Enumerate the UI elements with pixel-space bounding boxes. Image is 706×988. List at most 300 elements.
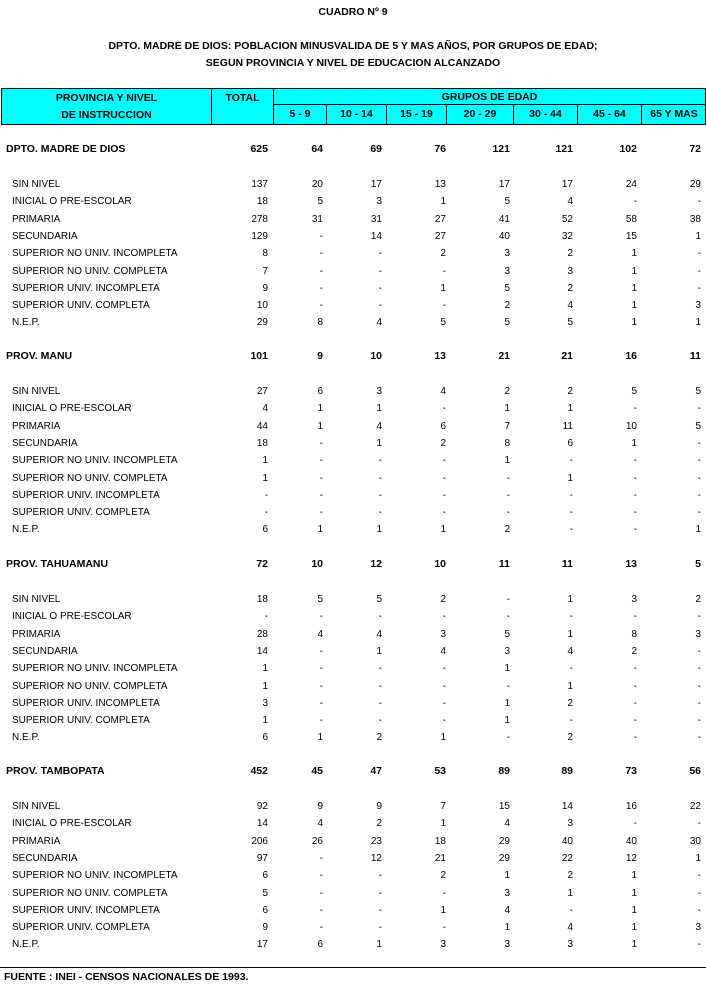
cell-30-44: 14	[561, 801, 573, 812]
cell-5-9: 10	[311, 558, 323, 570]
table-row	[0, 193, 706, 210]
table-row	[0, 608, 706, 625]
cell-10-14: 12	[370, 558, 382, 570]
cell-30-44: -	[569, 524, 573, 535]
cell-30-44: 40	[561, 836, 573, 847]
cell-10-14: -	[378, 300, 382, 311]
cell-total: 3	[262, 698, 268, 709]
section-label: PROV. MANU	[6, 350, 73, 362]
cell-30-44: -	[569, 507, 573, 518]
cell-10-14: 69	[370, 143, 382, 155]
cell-20-29: 3	[504, 248, 510, 259]
table-row	[0, 815, 706, 832]
cell-45-64: 1	[631, 888, 637, 899]
row-label: SUPERIOR UNIV. COMPLETA	[12, 300, 150, 311]
row-label: SECUNDARIA	[12, 231, 78, 242]
cell-5-9: 45	[311, 765, 323, 777]
section-label: PROV. TAMBOPATA	[6, 765, 105, 777]
cell-15-19: -	[442, 922, 446, 933]
cell-5-9: -	[319, 266, 323, 277]
cell-15-19: -	[442, 715, 446, 726]
cell-10-14: 1	[376, 438, 382, 449]
cell-45-64: 1	[631, 248, 637, 259]
table-subtitle-1: DPTO. MADRE DE DIOS: POBLACION MINUSVALIDA DE 5 Y MAS AÑOS, POR GRUPOS DE EDAD;	[108, 40, 598, 52]
header-age-5-9: 5 - 9	[273, 105, 326, 124]
row-label: INICIAL O PRE-ESCOLAR	[12, 403, 132, 414]
cell-15-19: -	[442, 403, 446, 414]
cell-30-44: 32	[561, 231, 573, 242]
footer-divider	[0, 967, 706, 968]
header-province-level-line2: DE INSTRUCCION	[61, 109, 152, 121]
cell-30-44: 2	[567, 732, 573, 743]
cell-5-9: 1	[317, 421, 323, 432]
cell-5-9: -	[319, 300, 323, 311]
cell-65-y-mas: -	[697, 266, 701, 277]
cell-5-9: 9	[317, 350, 323, 362]
cell-30-44: -	[569, 611, 573, 622]
cell-20-29: 1	[504, 698, 510, 709]
cell-5-9: -	[319, 646, 323, 657]
cell-15-19: -	[442, 611, 446, 622]
cell-15-19: 1	[440, 283, 446, 294]
cell-total: 9	[262, 283, 268, 294]
cell-5-9: 26	[311, 836, 323, 847]
cell-10-14: 23	[370, 836, 382, 847]
cell-15-19: 1	[440, 196, 446, 207]
table-row	[0, 591, 706, 608]
row-label: SECUNDARIA	[12, 646, 78, 657]
cell-10-14: -	[378, 922, 382, 933]
cell-total: 18	[256, 438, 268, 449]
table-row	[0, 695, 706, 712]
cell-65-y-mas: 1	[695, 317, 701, 328]
cell-20-29: -	[506, 490, 510, 501]
cell-total: 18	[256, 196, 268, 207]
cell-45-64: 1	[631, 266, 637, 277]
header-age-45-64: 45 - 64	[577, 105, 641, 124]
cell-30-44: -	[569, 905, 573, 916]
cell-10-14: 5	[376, 594, 382, 605]
cell-5-9: 9	[317, 801, 323, 812]
cell-15-19: 21	[434, 853, 446, 864]
cell-15-19: -	[442, 663, 446, 674]
cell-65-y-mas: -	[697, 870, 701, 881]
cell-20-29: 21	[498, 350, 510, 362]
cell-45-64: -	[633, 490, 637, 501]
header-age-10-14: 10 - 14	[326, 105, 386, 124]
cell-30-44: 3	[567, 939, 573, 950]
cell-45-64: 1	[631, 283, 637, 294]
cell-15-19: 1	[440, 818, 446, 829]
cell-65-y-mas: -	[697, 818, 701, 829]
cell-10-14: 2	[376, 732, 382, 743]
cell-30-44: 52	[561, 214, 573, 225]
cell-20-29: 8	[504, 438, 510, 449]
header-age-groups-label: GRUPOS DE EDAD	[441, 91, 538, 103]
cell-30-44: 1	[567, 681, 573, 692]
row-label: PRIMARIA	[12, 629, 61, 640]
cell-10-14: -	[378, 490, 382, 501]
cell-45-64: 1	[631, 870, 637, 881]
cell-5-9: 6	[317, 386, 323, 397]
cell-45-64: -	[633, 524, 637, 535]
cell-30-44: 2	[567, 283, 573, 294]
cell-15-19: 2	[440, 438, 446, 449]
cell-20-29: -	[506, 473, 510, 484]
cell-5-9: -	[319, 611, 323, 622]
header-province-level	[1, 88, 212, 125]
cell-20-29: 2	[504, 524, 510, 535]
cell-total: 4	[262, 403, 268, 414]
table-row	[0, 400, 706, 417]
cell-30-44: 6	[567, 438, 573, 449]
cell-total: 18	[256, 594, 268, 605]
cell-5-9: 6	[317, 939, 323, 950]
cell-45-64: 2	[631, 646, 637, 657]
cell-5-9: -	[319, 438, 323, 449]
cell-30-44: 11	[561, 558, 573, 570]
cell-total: 10	[256, 300, 268, 311]
cell-15-19: 1	[440, 732, 446, 743]
row-label: INICIAL O PRE-ESCOLAR	[12, 818, 132, 829]
cell-65-y-mas: 29	[689, 179, 701, 190]
cell-45-64: -	[633, 455, 637, 466]
row-label: SUPERIOR NO UNIV. COMPLETA	[12, 473, 168, 484]
cell-30-44: 3	[567, 266, 573, 277]
cell-20-29: 3	[504, 939, 510, 950]
table-row	[0, 435, 706, 452]
cell-30-44: -	[569, 455, 573, 466]
cell-total: 1	[262, 715, 268, 726]
row-label: PRIMARIA	[12, 836, 61, 847]
cell-total: 29	[256, 317, 268, 328]
table-row	[0, 867, 706, 884]
row-label: SUPERIOR NO UNIV. INCOMPLETA	[12, 455, 178, 466]
cell-30-44: 4	[567, 196, 573, 207]
cell-65-y-mas: -	[697, 905, 701, 916]
cell-15-19: -	[442, 455, 446, 466]
cell-total: 452	[250, 765, 268, 777]
row-label: SUPERIOR UNIV. INCOMPLETA	[12, 905, 160, 916]
cell-15-19: 7	[440, 801, 446, 812]
cell-5-9: 4	[317, 629, 323, 640]
cell-10-14: 3	[376, 386, 382, 397]
cell-20-29: 29	[498, 853, 510, 864]
row-label: SUPERIOR NO UNIV. INCOMPLETA	[12, 663, 178, 674]
cell-30-44: -	[569, 663, 573, 674]
cell-total: -	[264, 507, 268, 518]
cell-15-19: 5	[440, 317, 446, 328]
cell-10-14: -	[378, 507, 382, 518]
cell-5-9: 8	[317, 317, 323, 328]
cell-10-14: 14	[370, 231, 382, 242]
cell-20-29: 2	[504, 300, 510, 311]
cell-20-29: 15	[498, 801, 510, 812]
cell-30-44: 2	[567, 870, 573, 881]
row-label: N.E.P.	[12, 732, 40, 743]
cell-45-64: 15	[625, 231, 637, 242]
cell-15-19: -	[442, 300, 446, 311]
row-label: SUPERIOR UNIV. INCOMPLETA	[12, 698, 160, 709]
cell-30-44: 11	[562, 421, 573, 432]
cell-total: 6	[262, 524, 268, 535]
cell-15-19: -	[442, 490, 446, 501]
cell-20-29: 2	[504, 386, 510, 397]
cell-30-44: 89	[561, 765, 573, 777]
cell-15-19: 13	[434, 350, 446, 362]
source-note: FUENTE : INEI - CENSOS NACIONALES DE 1993.	[4, 971, 249, 983]
table-row	[0, 245, 706, 262]
row-label: SUPERIOR UNIV. COMPLETA	[12, 922, 150, 933]
cell-65-y-mas: -	[697, 732, 701, 743]
row-label: SUPERIOR NO UNIV. COMPLETA	[12, 888, 168, 899]
cell-15-19: -	[442, 698, 446, 709]
cell-45-64: 1	[631, 317, 637, 328]
cell-65-y-mas: -	[697, 507, 701, 518]
cell-65-y-mas: 22	[689, 801, 701, 812]
cell-15-19: 53	[434, 765, 446, 777]
cell-45-64: -	[633, 196, 637, 207]
cell-10-14: 9	[376, 801, 382, 812]
cell-15-19: -	[442, 266, 446, 277]
header-total	[211, 88, 274, 125]
table-row	[0, 643, 706, 660]
cell-5-9: 5	[317, 594, 323, 605]
cell-10-14: 47	[370, 765, 382, 777]
row-label: SUPERIOR NO UNIV. INCOMPLETA	[12, 248, 178, 259]
cell-30-44: 4	[567, 300, 573, 311]
cell-5-9: -	[319, 715, 323, 726]
cell-5-9: 1	[317, 732, 323, 743]
cell-65-y-mas: 56	[689, 765, 701, 777]
cell-15-19: 3	[440, 939, 446, 950]
cell-30-44: 2	[567, 248, 573, 259]
cell-5-9: -	[319, 905, 323, 916]
cell-20-29: 41	[498, 214, 510, 225]
cell-20-29: -	[506, 594, 510, 605]
cell-30-44: 1	[567, 888, 573, 899]
cell-45-64: 1	[631, 438, 637, 449]
row-label: SUPERIOR UNIV. COMPLETA	[12, 507, 150, 518]
cell-65-y-mas: 1	[695, 231, 701, 242]
table-row	[0, 729, 706, 746]
cell-45-64: -	[633, 715, 637, 726]
cell-65-y-mas: 72	[689, 143, 701, 155]
table-row	[0, 521, 706, 538]
cell-total: 137	[251, 179, 268, 190]
cell-45-64: 8	[631, 629, 637, 640]
table-row	[0, 280, 706, 297]
cell-15-19: 2	[440, 870, 446, 881]
cell-10-14: 1	[376, 403, 382, 414]
cell-5-9: -	[319, 473, 323, 484]
cell-10-14: -	[378, 905, 382, 916]
cell-5-9: -	[319, 681, 323, 692]
cell-30-44: 21	[561, 350, 573, 362]
cell-65-y-mas: -	[697, 283, 701, 294]
table-row	[0, 885, 706, 902]
row-label: SUPERIOR NO UNIV. INCOMPLETA	[12, 870, 178, 881]
cell-20-29: 3	[504, 646, 510, 657]
cell-5-9: -	[319, 231, 323, 242]
cell-15-19: 3	[440, 629, 446, 640]
table-row	[0, 798, 706, 815]
cell-10-14: -	[378, 248, 382, 259]
cell-45-64: -	[633, 507, 637, 518]
section-row	[0, 556, 706, 573]
cell-20-29: 1	[504, 403, 510, 414]
cell-15-19: 6	[440, 421, 446, 432]
cell-15-19: 76	[434, 143, 446, 155]
cell-20-29: -	[506, 507, 510, 518]
row-label: SUPERIOR UNIV. COMPLETA	[12, 715, 150, 726]
cell-10-14: 1	[376, 939, 382, 950]
cell-20-29: 3	[504, 888, 510, 899]
cell-65-y-mas: 5	[695, 421, 701, 432]
cell-5-9: 5	[317, 196, 323, 207]
cell-45-64: 12	[625, 853, 637, 864]
cell-20-29: -	[506, 681, 510, 692]
cell-15-19: 2	[440, 248, 446, 259]
cell-45-64: 16	[625, 801, 637, 812]
cell-45-64: -	[633, 818, 637, 829]
cell-5-9: -	[319, 283, 323, 294]
cell-45-64: 40	[625, 836, 637, 847]
cell-45-64: 24	[625, 179, 637, 190]
cell-65-y-mas: -	[697, 196, 701, 207]
cell-total: 6	[262, 732, 268, 743]
cell-65-y-mas: 1	[695, 853, 701, 864]
cell-65-y-mas: 3	[695, 300, 701, 311]
row-label: SUPERIOR UNIV. INCOMPLETA	[12, 283, 160, 294]
section-row	[0, 141, 706, 158]
cell-45-64: -	[633, 698, 637, 709]
cell-10-14: 10	[370, 350, 382, 362]
cell-5-9: -	[319, 490, 323, 501]
table-row	[0, 833, 706, 850]
cell-15-19: 4	[440, 386, 446, 397]
cell-20-29: 1	[504, 922, 510, 933]
cell-20-29: 1	[504, 663, 510, 674]
table-row	[0, 504, 706, 521]
cell-5-9: -	[319, 922, 323, 933]
cell-65-y-mas: 3	[695, 629, 701, 640]
cell-total: 28	[256, 629, 268, 640]
section-label: PROV. TAHUAMANU	[6, 558, 109, 570]
header-age-65-y-mas: 65 Y MAS	[641, 105, 706, 124]
cell-10-14: 1	[376, 646, 382, 657]
cell-20-29: -	[506, 732, 510, 743]
cell-45-64: -	[633, 732, 637, 743]
row-label: N.E.P.	[12, 939, 40, 950]
cell-20-29: 11	[498, 558, 510, 570]
cell-15-19: -	[442, 888, 446, 899]
cell-total: -	[264, 490, 268, 501]
cell-20-29: 4	[504, 818, 510, 829]
cell-total: 8	[262, 248, 268, 259]
cell-10-14: -	[378, 455, 382, 466]
row-label: N.E.P.	[12, 317, 40, 328]
cell-65-y-mas: -	[697, 403, 701, 414]
cell-65-y-mas: 1	[695, 524, 701, 535]
cell-10-14: -	[378, 611, 382, 622]
table-row	[0, 660, 706, 677]
cell-15-19: 27	[434, 231, 446, 242]
cell-total: -	[264, 611, 268, 622]
cell-10-14: -	[378, 870, 382, 881]
cell-20-29: 5	[504, 283, 510, 294]
cell-45-64: 1	[631, 300, 637, 311]
table-row	[0, 850, 706, 867]
cell-5-9: -	[319, 853, 323, 864]
cell-30-44: 3	[567, 818, 573, 829]
cell-65-y-mas: -	[697, 888, 701, 899]
cell-total: 72	[256, 558, 268, 570]
cell-45-64: -	[633, 663, 637, 674]
cell-10-14: -	[378, 888, 382, 899]
cell-5-9: -	[319, 507, 323, 518]
cell-total: 1	[262, 473, 268, 484]
cell-20-29: 7	[504, 421, 510, 432]
section-label: DPTO. MADRE DE DIOS	[6, 143, 126, 155]
table-subtitle-2: SEGUN PROVINCIA Y NIVEL DE EDUCACION ALCANZADO	[205, 57, 501, 69]
cell-45-64: 102	[619, 143, 637, 155]
cell-20-29: 5	[504, 317, 510, 328]
cell-10-14: -	[378, 473, 382, 484]
cell-30-44: 1	[567, 473, 573, 484]
header-age-30-44: 30 - 44	[513, 105, 577, 124]
cell-30-44: 1	[567, 629, 573, 640]
cell-45-64: 1	[631, 905, 637, 916]
row-label: SIN NIVEL	[12, 801, 61, 812]
section-row	[0, 763, 706, 780]
table-row	[0, 263, 706, 280]
cell-45-64: 16	[625, 350, 637, 362]
table-row	[0, 418, 706, 435]
cell-65-y-mas: 5	[695, 386, 701, 397]
cell-65-y-mas: 38	[689, 214, 701, 225]
cell-10-14: -	[378, 715, 382, 726]
table-row	[0, 936, 706, 953]
cell-total: 278	[251, 214, 268, 225]
cell-5-9: 1	[317, 524, 323, 535]
cell-20-29: -	[506, 611, 510, 622]
cell-30-44: 5	[567, 317, 573, 328]
row-label: N.E.P.	[12, 524, 40, 535]
cell-30-44: 1	[567, 403, 573, 414]
cell-5-9: -	[319, 888, 323, 899]
cell-65-y-mas: -	[697, 698, 701, 709]
cell-15-19: 1	[440, 524, 446, 535]
cell-20-29: 1	[504, 870, 510, 881]
cell-10-14: -	[378, 266, 382, 277]
table-row	[0, 487, 706, 504]
cell-45-64: -	[633, 611, 637, 622]
cell-15-19: 4	[440, 646, 446, 657]
cell-20-29: 17	[498, 179, 510, 190]
cell-30-44: -	[569, 490, 573, 501]
cell-45-64: 13	[625, 558, 637, 570]
cell-15-19: 13	[434, 179, 446, 190]
cell-total: 92	[256, 801, 268, 812]
cell-65-y-mas: -	[697, 681, 701, 692]
table-row	[0, 678, 706, 695]
cell-total: 97	[256, 853, 268, 864]
cell-5-9: -	[319, 698, 323, 709]
cell-10-14: 4	[376, 421, 382, 432]
cell-20-29: 5	[504, 196, 510, 207]
cell-5-9: 20	[311, 179, 323, 190]
